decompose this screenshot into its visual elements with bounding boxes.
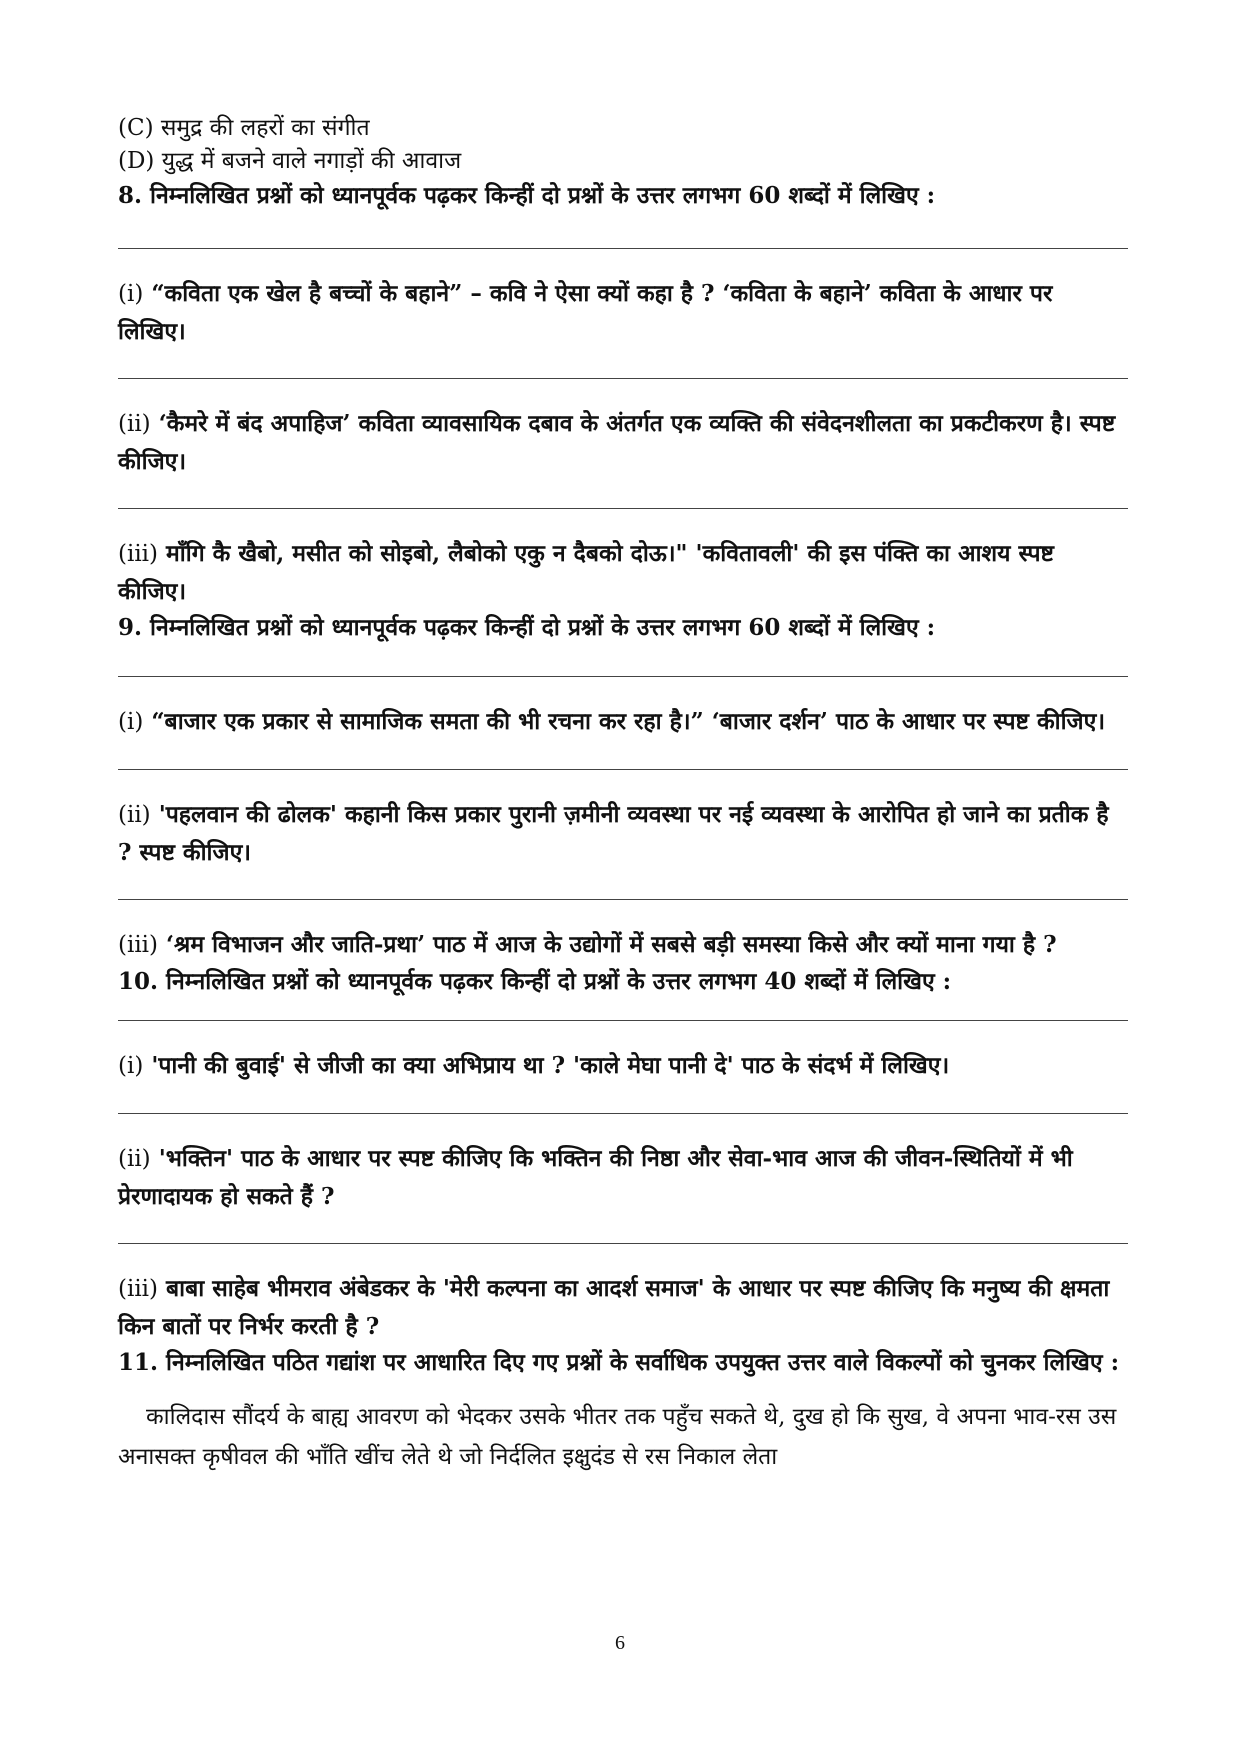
item-number: (ii) (118, 411, 151, 437)
question-8-heading: 8. निम्नलिखित प्रश्नों को ध्यानपूर्वक पढ़कर किन्हीं दो प्रश्नों के उत्तर लगभग 60 शब्दों में लिखिए : (118, 182, 936, 209)
item-text: 'भक्तिन' पाठ के आधार पर स्पष्ट कीजिए कि भक्तिन की निष्ठा और सेवा-भाव आज की जीवन-स्थितियों में भी प्रेरणादायक हो सकते हैं ? (118, 1145, 1073, 1210)
page-number: 6 (615, 1632, 625, 1654)
item-text: बाबा साहेब भीमराव अंबेडकर के 'मेरी कल्पना का आदर्श समाज' के आधार पर स्पष्ट कीजिए कि मनुष्य की क्षमता किन बातों पर निर्भर करती है ? (118, 1275, 1110, 1340)
page-content (118, 112, 1128, 1477)
item-number: (iii) (118, 541, 159, 567)
question-8-item-1 (118, 275, 1128, 350)
item-number: (ii) (118, 802, 151, 828)
item-number: (i) (118, 1053, 144, 1079)
option-d: (D) युद्ध में बजने वाले नगाड़ों की आवाज (118, 148, 462, 174)
item-text: माँगि कै खैबो, मसीत को सोइबो, लैबोको एकु न दैबको दोऊ।" 'कवितावली' की इस पंक्ति का आशय स्पष्ट कीजिए। (118, 540, 1054, 605)
question-8-item-2 (118, 405, 1128, 480)
question-8-item-3 (118, 535, 1128, 610)
question-10-heading: 10. निम्नलिखित प्रश्नों को ध्यानपूर्वक पढ़कर किन्हीं दो प्रश्नों के उत्तर लगभग 40 शब्दों में लिखिए : (118, 968, 952, 995)
item-text: ‘कैमरे में बंद अपाहिज’ कविता व्यावसायिक दबाव के अंतर्गत एक व्यक्ति की संवेदनशीलता का प्रकटीकरण है। स्पष्ट कीजिए। (118, 410, 1116, 475)
option-c: (C) समुद्र की लहरों का संगीत (118, 115, 370, 141)
question-11-heading: 11. निम्नलिखित पठित गद्यांश पर आधारित दिए गए प्रश्नों के सर्वाधिक उपयुक्त उत्तर वाले विकल्पों को चुनकर लिखिए : (118, 1349, 1120, 1376)
question-9-item-3 (118, 926, 1128, 964)
item-number: (ii) (118, 1146, 151, 1172)
passage-text: कालिदास सौंदर्य के बाह्य आवरण को भेदकर उसके भीतर तक पहुँच सकते थे, दुख हो कि सुख, वे अपना भाव-रस उस अनासक्त कृषीवल की भाँति खींच लेते थे जो निर्दलित इक्षुदंड से रस निकाल लेता (118, 1404, 1117, 1470)
question-9-item-1 (118, 703, 1128, 741)
item-number: (iii) (118, 932, 159, 958)
item-text: 'पहलवान की ढोलक' कहानी किस प्रकार पुरानी ज़मीनी व्यवस्था पर नई व्यवस्था के आरोपित हो जाने का प्रतीक है ? स्पष्ट कीजिए। (118, 801, 1109, 866)
question-10-item-3 (118, 1270, 1128, 1345)
item-number: (i) (118, 281, 144, 307)
item-number: (i) (118, 709, 144, 735)
item-text: “बाजार एक प्रकार से सामाजिक समता की भी रचना कर रहा है।” ‘बाजार दर्शन’ पाठ के आधार पर स्पष्ट कीजिए। (151, 708, 1106, 735)
question-9-item-2 (118, 796, 1128, 871)
item-text: ‘श्रम विभाजन और जाति-प्रथा’ पाठ में आज के उद्योगों में सबसे बड़ी समस्या किसे और क्यों माना गया है ? (166, 931, 1057, 958)
question-10-item-2 (118, 1140, 1128, 1215)
item-number: (iii) (118, 1276, 159, 1302)
question-10-item-1 (118, 1047, 1128, 1085)
item-text: 'पानी की बुवाई' से जीजी का क्या अभिप्राय था ? 'काले मेघा पानी दे' पाठ के संदर्भ में लिखिए। (151, 1052, 950, 1079)
item-text: “कविता एक खेल है बच्चों के बहाने” – कवि ने ऐसा क्यों कहा है ? ‘कविता के बहाने’ कविता के आधार पर लिखिए। (118, 280, 1053, 345)
question-9-heading: 9. निम्नलिखित प्रश्नों को ध्यानपूर्वक पढ़कर किन्हीं दो प्रश्नों के उत्तर लगभग 60 शब्दों में लिखिए : (118, 614, 936, 641)
